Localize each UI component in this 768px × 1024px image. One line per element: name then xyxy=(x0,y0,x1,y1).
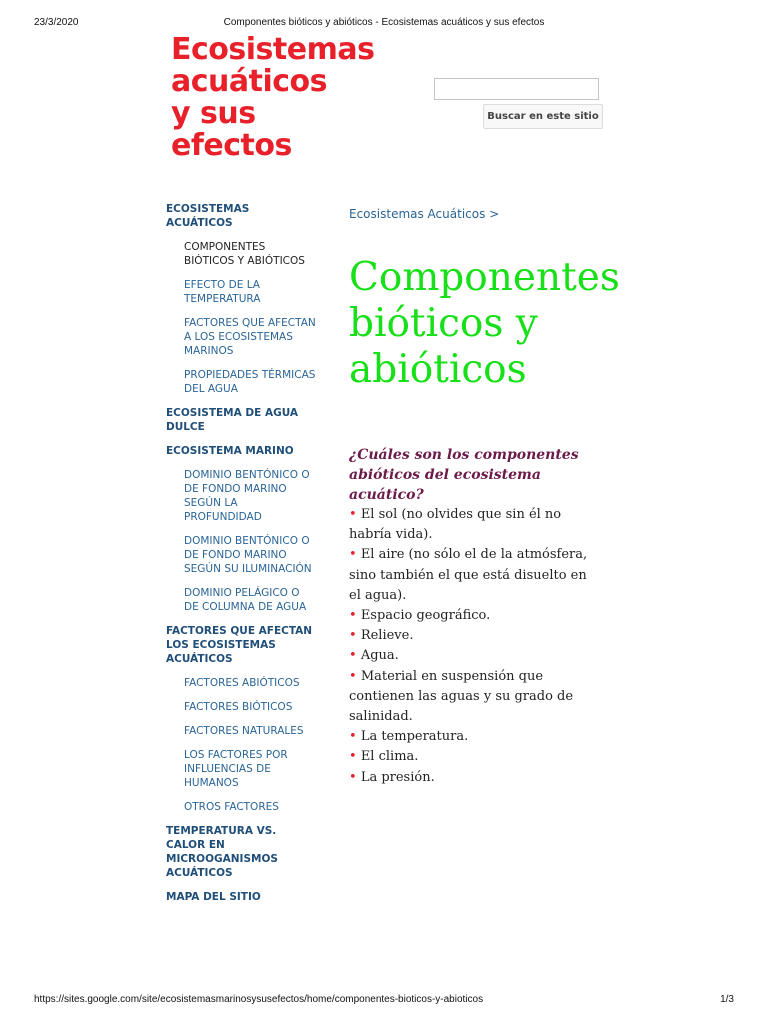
list-item xyxy=(349,667,599,728)
sidebar-page-link[interactable]: FACTORES NATURALES xyxy=(184,725,304,737)
sidebar-section-link[interactable]: TEMPERATURA VS. CALOR EN MICROOGANISMOS ACUÁTICOS xyxy=(166,825,278,879)
bullet-icon: • xyxy=(349,668,357,684)
bullet-icon: • xyxy=(349,749,357,765)
sidebar-nav xyxy=(166,202,316,914)
list-item xyxy=(349,768,599,788)
list-item-text: El sol (no olvides que sin él no habría vida). xyxy=(349,507,562,543)
list-item-text: Agua. xyxy=(360,648,399,664)
sidebar-section-link[interactable]: ECOSISTEMA MARINO xyxy=(166,445,294,457)
bullet-icon: • xyxy=(349,507,357,522)
print-footer xyxy=(0,994,768,1008)
bullet-icon: • xyxy=(349,729,357,745)
sidebar-page-link[interactable]: DOMINIO BENTÓNICO O DE FONDO MARINO SEGÚN SU ILUMINACIÓN xyxy=(184,535,312,575)
bullet-icon: • xyxy=(349,648,357,664)
sidebar-page-link[interactable]: DOMINIO BENTÓNICO O DE FONDO MARINO SEGÚN LA PROFUNDIDAD xyxy=(184,469,310,523)
list-item-text: La presión. xyxy=(360,769,435,785)
sidebar-section-link[interactable]: FACTORES QUE AFECTAN LOS ECOSISTEMAS ACUÁTICOS xyxy=(166,625,313,665)
list-item-text: El aire (no sólo el de la atmósfera, sino también el que está disuelto en el agua). xyxy=(349,547,588,603)
site-title-line: Ecosistemas xyxy=(171,32,375,67)
search-input[interactable] xyxy=(434,78,599,100)
list-item-text: El clima. xyxy=(360,749,419,765)
sidebar-page-link[interactable]: OTROS FACTORES xyxy=(184,801,279,813)
sidebar-page-link[interactable]: LOS FACTORES POR INFLUENCIAS DE HUMANOS xyxy=(184,749,288,789)
sidebar-page-link[interactable]: EFECTO DE LA TEMPERATURA xyxy=(184,279,261,305)
site-title-line: y sus xyxy=(171,96,256,131)
list-item-text: La temperatura. xyxy=(360,729,469,745)
list-item xyxy=(349,606,599,626)
list-item xyxy=(349,505,599,545)
list-item-text: Relieve. xyxy=(360,628,414,644)
search-button[interactable]: Buscar en este sitio xyxy=(483,104,603,129)
print-page-title: Componentes bióticos y abióticos - Ecosistemas acuáticos y sus efectos xyxy=(223,17,545,28)
sidebar-page-link[interactable]: PROPIEDADES TÉRMICAS DEL AGUA xyxy=(184,369,316,395)
sidebar-page-link[interactable]: DOMINIO PELÁGICO O DE COLUMNA DE AGUA xyxy=(184,587,307,613)
list-item-text: Espacio geográfico. xyxy=(360,608,491,624)
sidebar-section-link[interactable]: ECOSISTEMA DE AGUA DULCE xyxy=(166,407,299,433)
breadcrumb[interactable]: Ecosistemas Acuáticos > xyxy=(349,207,500,221)
list-item xyxy=(349,626,599,646)
page-title: Componentes bióticos y abióticos xyxy=(349,255,620,392)
bullet-icon: • xyxy=(349,547,357,563)
print-date: 23/3/2020 xyxy=(34,17,79,28)
list-item xyxy=(349,646,599,666)
list-item xyxy=(349,747,599,767)
list-item-text: Material en suspensión que contienen las aguas y su grado de salinidad. xyxy=(349,668,574,725)
bullet-icon: • xyxy=(349,769,357,785)
section-heading: ¿Cuáles son los componentes abióticos del ecosistema acuático? xyxy=(349,447,579,503)
print-header xyxy=(0,17,768,31)
sidebar-page-link[interactable]: FACTORES BIÓTICOS xyxy=(184,701,293,713)
abiotic-components-list xyxy=(349,505,599,788)
print-page-number: 1/3 xyxy=(720,994,734,1005)
bullet-icon: • xyxy=(349,608,357,624)
bullet-icon: • xyxy=(349,628,357,644)
sidebar-page-link[interactable]: COMPONENTES BIÓTICOS Y ABIÓTICOS xyxy=(184,241,305,267)
site-title-line: efectos xyxy=(171,128,292,163)
list-item xyxy=(349,545,599,606)
sidebar-section-link[interactable]: ECOSISTEMAS ACUÁTICOS xyxy=(166,203,250,229)
list-item xyxy=(349,727,599,747)
sidebar-page-link[interactable]: FACTORES QUE AFECTAN A LOS ECOSISTEMAS MARINOS xyxy=(184,317,316,357)
sidebar-section-link[interactable]: MAPA DEL SITIO xyxy=(166,891,261,903)
site-title[interactable] xyxy=(171,34,411,162)
sidebar-page-link[interactable]: FACTORES ABIÓTICOS xyxy=(184,677,300,689)
site-title-line: acuáticos xyxy=(171,64,328,99)
print-url: https://sites.google.com/site/ecosistemasmarinosysusefectos/home/componentes-bioticos-y-abioticos xyxy=(34,994,484,1005)
